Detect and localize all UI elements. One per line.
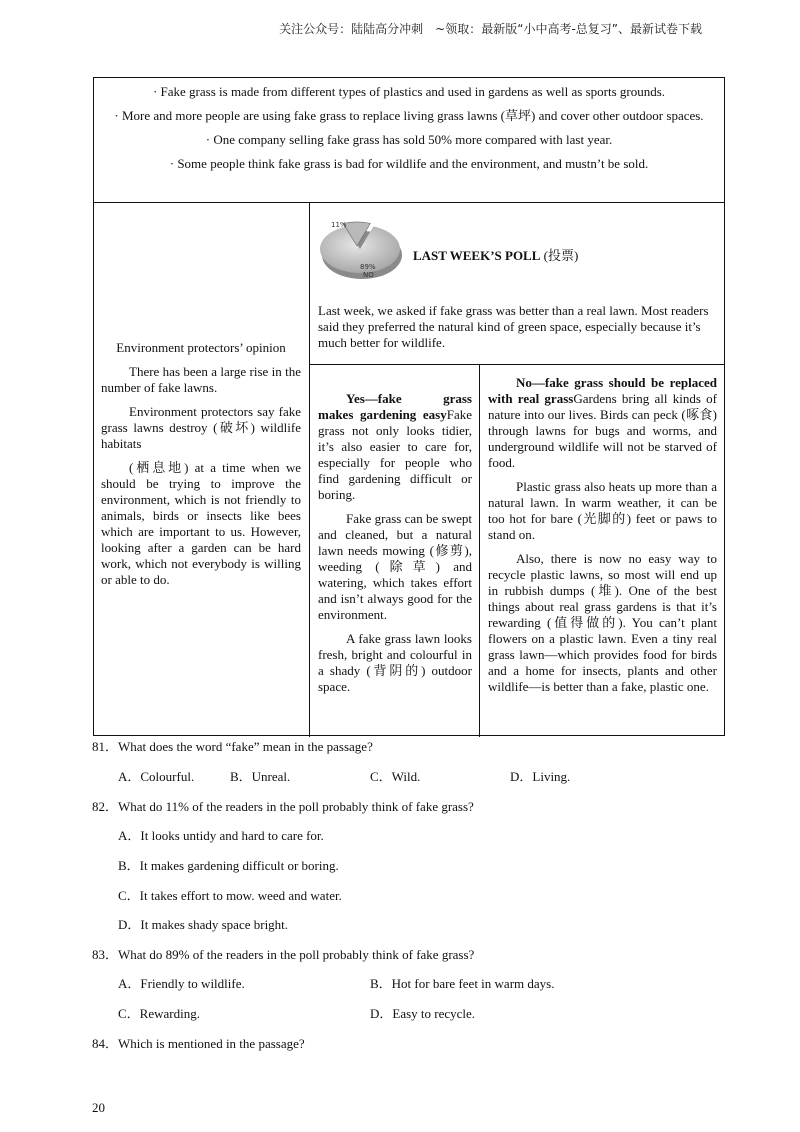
left-paragraph-2: Environment protectors say fake grass lawns destroy (破坏) wildlife habitats	[101, 404, 301, 451]
q81-option-d: D．Living.	[510, 769, 571, 784]
question-81: 81．What does the word “fake” mean in the passage?	[92, 739, 373, 754]
yes-paragraph-1	[318, 391, 472, 503]
facts-box	[94, 78, 724, 203]
q82-option-b: B．It makes gardening difficult or boring.	[118, 858, 339, 873]
pie-label-no-word: NO	[363, 271, 374, 279]
fact-4: · Some people think fake grass is bad for wildlife and the environment, and mustn’t be sold.	[169, 156, 649, 171]
left-column-heading: Environment protectors’ opinion	[116, 340, 286, 355]
fact-3: · One company selling fake grass has sold 50% more compared with last year.	[205, 132, 613, 147]
no-paragraph-2: Plastic grass also heats up more than a natural lawn. In warm weather, it can be too hot for bare (光脚的) feet or paws to stand on.	[488, 479, 717, 542]
left-column-body	[101, 364, 301, 596]
page-header: 关注公众号：陆陆高分冲刺 ~领取：最新版“小中高考-总复习”、最新试卷下载	[279, 22, 702, 36]
poll-text: Last week, we asked if fake grass was better than a real lawn. Most readers said they preferred the natural kind of green space, especially because it’s much better for wildlife.	[318, 303, 709, 350]
q83-option-d: D．Easy to recycle.	[370, 1006, 476, 1021]
question-83: 83．What do 89% of the readers in the poll probably think of fake grass?	[92, 947, 475, 962]
no-paragraph-3: Also, there is now no easy way to recycle plastic lawns, so most will end up in rubbish dumps (堆). One of the best things about real grass gardens is that it’s rewarding (值得做的). You can’t plant flowers on a plastic lawn. Even a tiny real grass lawn—which provides food for birds and a home for insects, plants and other wildlife—is better than a fake, plastic one.	[488, 551, 717, 694]
yes-paragraph-2: Fake grass can be swept and cleaned, but a natural lawn needs mowing (修剪), weeding (除草) and watering, which takes effort and isn’t always good for the environment.	[318, 511, 472, 622]
no-paragraph-1	[488, 375, 717, 471]
yes-paragraph-1-text: Fake grass not only looks tidier, it’s also easier to care for, especially for people who find gardening difficult or boring.	[318, 407, 472, 502]
pie-label-no-percent: 89%	[360, 263, 376, 271]
q82-option-a: A．It looks untidy and hard to care for.	[118, 828, 324, 843]
q81-option-a: A．Colourful.	[118, 769, 195, 784]
left-paragraph-3: (栖息地) at a time when we should be trying to improve the environment, which is not friendly to animals, birds or insects like bees which are important to us. However, looking after a garden can be hard work, which not everybody is willing or able to do.	[101, 460, 301, 587]
question-82: 82．What do 11% of the readers in the poll probably think of fake grass?	[92, 799, 474, 814]
no-heading: No—fake grass should be replaced with real grass	[488, 375, 717, 406]
fact-1: · Fake grass is made from different types of plastics and used in gardens as well as sports grounds.	[152, 84, 666, 99]
q83-option-a: A．Friendly to wildlife.	[118, 976, 245, 991]
q83-option-b: B．Hot for bare feet in warm days.	[370, 976, 555, 991]
divider-middle	[479, 365, 480, 737]
poll-pie-chart	[316, 211, 408, 283]
yes-heading: Yes—fake grass makes gardening easy	[318, 391, 472, 422]
poll-title	[413, 245, 578, 264]
poll-section	[310, 203, 724, 365]
yes-column	[318, 391, 472, 703]
q82-option-d: D．It makes shady space bright.	[118, 917, 289, 932]
poll-title-rest: (投票)	[540, 248, 579, 263]
q82-option-c: C．It takes effort to mow. weed and water.	[118, 888, 342, 903]
fact-2: · More and more people are using fake grass to replace living grass lawns (草坪) and cover other outdoor spaces.	[114, 108, 704, 123]
poll-title-bold: LAST WEEK’S POLL	[413, 248, 541, 263]
pie-label-yes: 11%	[331, 221, 347, 229]
question-84: 84．Which is mentioned in the passage?	[92, 1036, 305, 1051]
q81-option-c: C．Wild.	[370, 769, 421, 784]
yes-paragraph-3: A fake grass lawn looks fresh, bright and colourful in a shady (背阴的) outdoor space.	[318, 631, 472, 694]
q81-option-b: B．Unreal.	[230, 769, 291, 784]
q83-option-c: C．Rewarding.	[118, 1006, 200, 1021]
page-number: 20	[92, 1100, 105, 1115]
left-paragraph-1: There has been a large rise in the number of fake lawns.	[101, 364, 301, 395]
article-frame	[93, 77, 725, 736]
no-paragraph-1-text: Gardens bring all kinds of nature into our lives. Birds can peck (啄食) through lawns for bugs and worms, and underground wildlife will not be starved of food.	[488, 391, 717, 470]
no-column	[488, 375, 717, 703]
